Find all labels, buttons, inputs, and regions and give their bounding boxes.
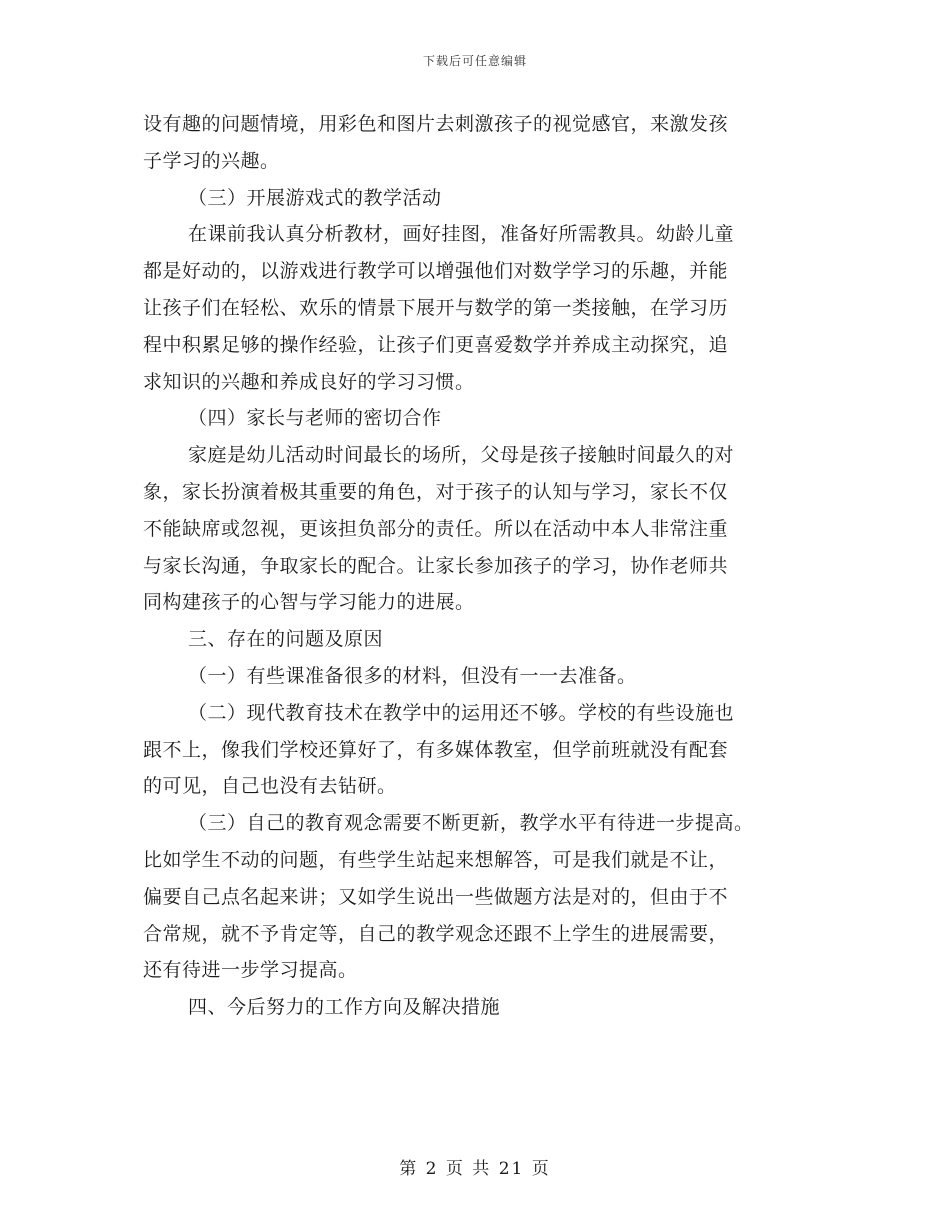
text-line: （三）自己的教育观念需要不断更新，教学水平有待进一步提高。 [188,812,754,835]
text-line: 偏要自己点名起来讲；又如学生说出一些做题方法是对的，但由于不 [143,885,729,908]
text-line: 都是好动的，以游戏进行教学可以增强他们对数学学习的乐趣，并能 [143,260,729,283]
section-heading: 三、存在的问题及原因 [188,628,384,651]
text-line: 合常规，就不予肯定等，自己的教学观念还跟不上学生的进展需要， [143,922,729,945]
text-line: 程中积累足够的操作经验，让孩子们更喜爱数学并养成主动探究，追 [143,333,729,356]
text-line: 让孩子们在轻松、欢乐的情景下展开与数学的第一类接触，在学习历 [143,296,729,319]
document-body [143,106,813,1026]
page-number: 第 2 页 共 21 页 [399,1159,551,1179]
text-line: 求知识的兴趣和养成良好的学习习惯。 [143,370,475,393]
text-line: 与家长沟通，争取家长的配合。让家长参加孩子的学习，协作老师共 [143,554,729,577]
text-line: 比如学生不动的问题，有些学生站起来想解答，可是我们就是不让， [143,848,729,871]
text-line: 不能缺席或忽视，更该担负部分的责任。所以在活动中本人非常注重 [143,517,729,540]
text-line: 还有待进一步学习提高。 [143,959,358,982]
section-heading: （三）开展游戏式的教学活动 [188,186,442,209]
text-line: 的可见，自己也没有去钻研。 [143,775,397,798]
section-heading: （四）家长与老师的密切合作 [188,407,442,430]
text-line: 子学习的兴趣。 [143,149,280,172]
text-line: 设有趣的问题情境，用彩色和图片去刺激孩子的视觉感官，来激发孩 [143,113,729,135]
text-line: （一）有些课准备很多的材料，但没有一一去准备。 [188,664,637,687]
page-header-note: 下载后可任意编辑 [422,54,527,68]
text-line: 同构建孩子的心智与学习能力的进展。 [143,591,475,614]
section-heading: 四、今后努力的工作方向及解决措施 [188,996,501,1019]
text-line: 家庭是幼儿活动时间最长的场所，父母是孩子接触时间最久的对 [188,444,735,467]
text-line: 在课前我认真分析教材，画好挂图，准备好所需教具。幼龄儿童 [188,223,735,246]
text-line: 跟不上，像我们学校还算好了，有多媒体教室，但学前班就没有配套 [143,738,729,761]
text-line: （二）现代教育技术在教学中的运用还不够。学校的有些设施也 [188,701,735,724]
text-line: 象，家长扮演着极其重要的角色，对于孩子的认知与学习，家长不仅 [143,480,729,503]
